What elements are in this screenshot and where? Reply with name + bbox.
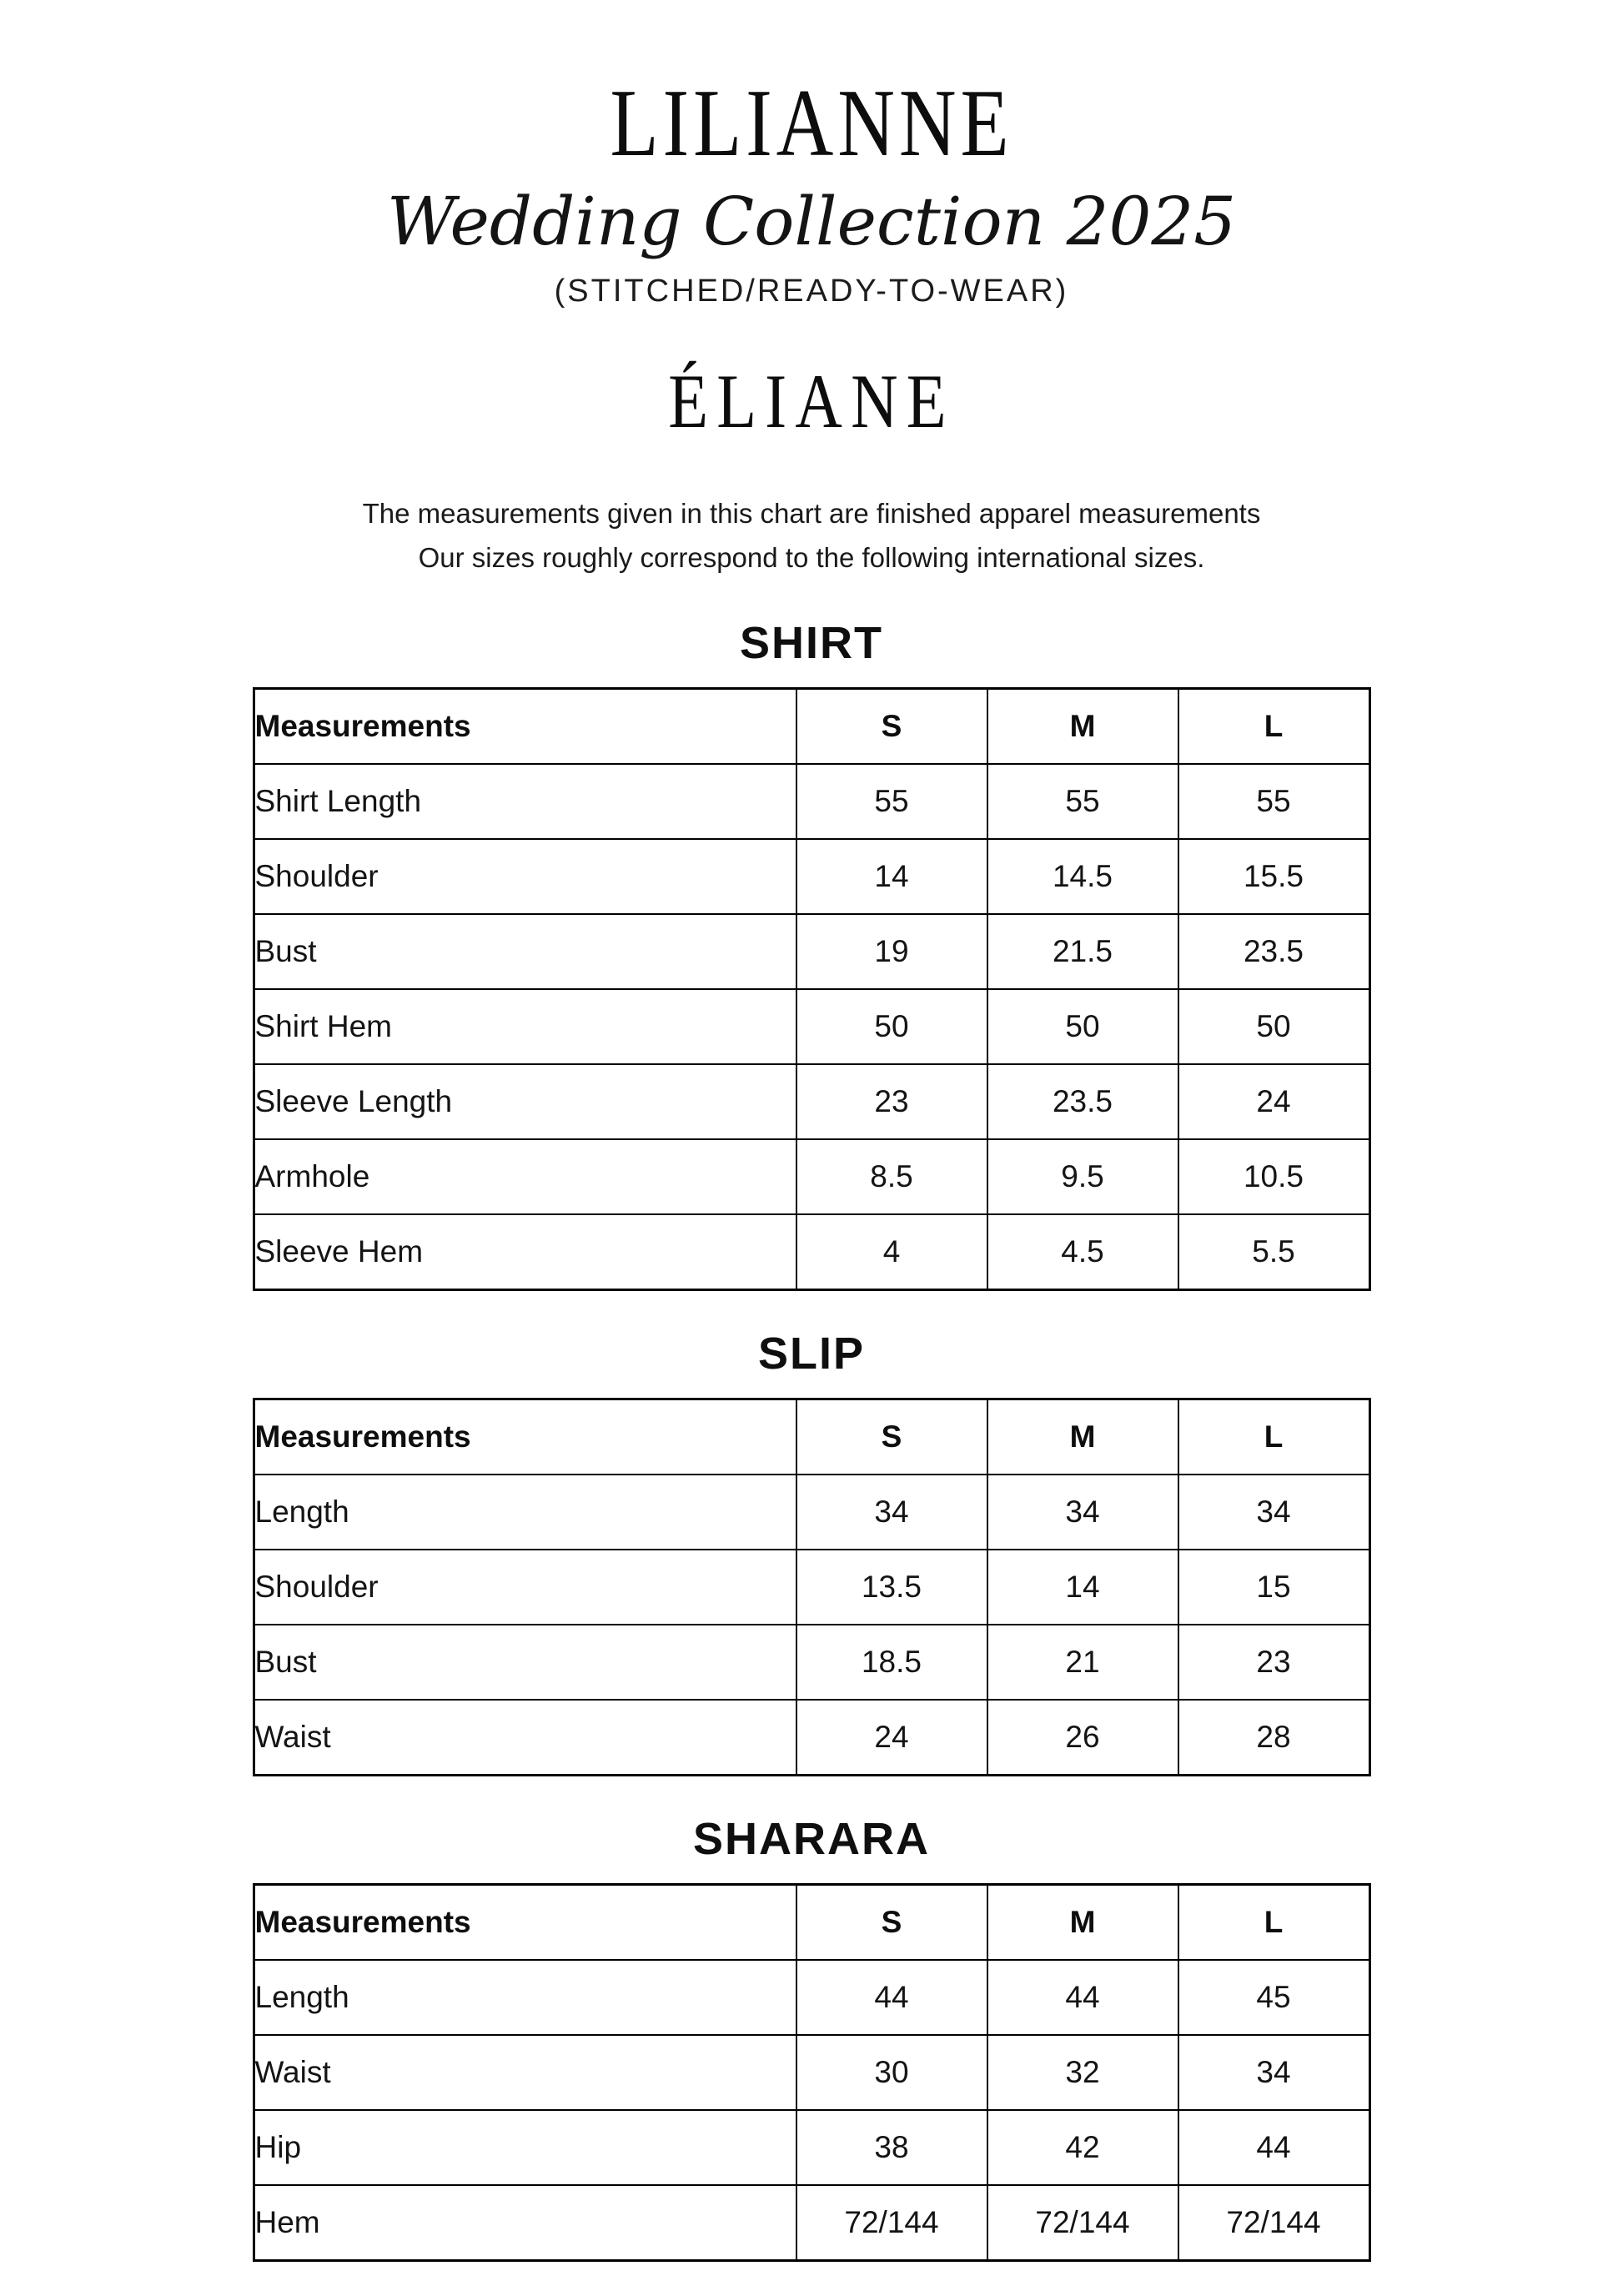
measurement-value-s: 19 [796, 914, 987, 989]
table-row [254, 1700, 1369, 1776]
measurement-value-m: 26 [987, 1700, 1178, 1776]
measurement-value-s: 44 [796, 1960, 987, 2035]
table-row [254, 989, 1369, 1064]
table-row [254, 1139, 1369, 1214]
measurement-value-l: 10.5 [1178, 1139, 1370, 1214]
intro-text [0, 492, 1623, 580]
table-row [254, 1625, 1369, 1700]
column-header-l: L [1178, 688, 1370, 764]
measurement-value-s: 8.5 [796, 1139, 987, 1214]
measurement-label: Bust [254, 1625, 796, 1700]
table-row [254, 2185, 1369, 2261]
table-row [254, 1064, 1369, 1139]
measurement-label: Waist [254, 1700, 796, 1776]
measurement-label: Sleeve Hem [254, 1214, 796, 1290]
measurement-value-m: 32 [987, 2035, 1178, 2110]
measurement-value-s: 30 [796, 2035, 987, 2110]
column-header-l: L [1178, 1884, 1370, 1960]
table-row [254, 914, 1369, 989]
measurement-label: Waist [254, 2035, 796, 2110]
measurement-value-m: 23.5 [987, 1064, 1178, 1139]
measurement-label: Armhole [254, 1139, 796, 1214]
table-row [254, 839, 1369, 914]
measurement-value-m: 21.5 [987, 914, 1178, 989]
table-row [254, 1214, 1369, 1290]
column-header-l: L [1178, 1399, 1370, 1475]
measurement-label: Shirt Hem [254, 989, 796, 1064]
measurement-value-s: 38 [796, 2110, 987, 2185]
measurement-label: Hem [254, 2185, 796, 2261]
column-header-s: S [796, 1884, 987, 1960]
intro-line-2: Our sizes roughly correspond to the following international sizes. [418, 541, 1205, 573]
slip-size-table [253, 1398, 1371, 1776]
measurement-value-s: 50 [796, 989, 987, 1064]
measurement-value-l: 28 [1178, 1700, 1370, 1776]
measurement-value-s: 18.5 [796, 1625, 987, 1700]
table-header-row [254, 1399, 1369, 1475]
stitched-note: (STITCHED/READY-TO-WEAR) [554, 273, 1069, 309]
table-header-row [254, 1884, 1369, 1960]
shirt-size-table [253, 687, 1371, 1291]
column-header-measurements: Measurements [254, 1399, 796, 1475]
measurement-value-s: 23 [796, 1064, 987, 1139]
measurement-value-l: 45 [1178, 1960, 1370, 2035]
measurement-label: Length [254, 1960, 796, 2035]
measurement-value-s: 72/144 [796, 2185, 987, 2261]
measurement-label: Length [254, 1475, 796, 1550]
measurement-value-l: 24 [1178, 1064, 1370, 1139]
measurement-value-s: 55 [796, 764, 987, 839]
intro-line-1: The measurements given in this chart are finished apparel measurements [362, 498, 1261, 530]
measurement-label: Sleeve Length [254, 1064, 796, 1139]
section-title-slip: SLIP [757, 1328, 866, 1379]
measurement-value-m: 72/144 [987, 2185, 1178, 2261]
measurement-value-l: 5.5 [1178, 1214, 1370, 1290]
measurement-value-m: 55 [987, 764, 1178, 839]
measurement-label: Bust [254, 914, 796, 989]
measurement-value-l: 23.5 [1178, 914, 1370, 989]
product-name: ÉLIANE [668, 358, 955, 444]
measurement-value-m: 21 [987, 1625, 1178, 1700]
column-header-measurements: Measurements [254, 1884, 796, 1960]
table-row [254, 2035, 1369, 2110]
measurement-value-l: 50 [1178, 989, 1370, 1064]
brand-logo: LILIANNE [610, 70, 1013, 177]
table-row [254, 1960, 1369, 2035]
measurement-value-m: 42 [987, 2110, 1178, 2185]
table-row [254, 1475, 1369, 1550]
measurement-value-l: 34 [1178, 2035, 1370, 2110]
measurement-value-l: 44 [1178, 2110, 1370, 2185]
measurement-value-m: 14 [987, 1550, 1178, 1625]
sharara-size-table [253, 1883, 1371, 2262]
measurement-value-l: 34 [1178, 1475, 1370, 1550]
column-header-m: M [987, 1884, 1178, 1960]
column-header-measurements: Measurements [254, 688, 796, 764]
section-title-sharara: SHARARA [693, 1813, 930, 1864]
table-row [254, 1550, 1369, 1625]
section-title-shirt: SHIRT [740, 617, 883, 668]
section-sharara [0, 1813, 1623, 2262]
measurement-label: Shoulder [254, 839, 796, 914]
measurement-value-m: 34 [987, 1475, 1178, 1550]
measurement-label: Hip [254, 2110, 796, 2185]
table-row [254, 2110, 1369, 2185]
measurement-value-l: 55 [1178, 764, 1370, 839]
table-header-row [254, 688, 1369, 764]
table-row [254, 764, 1369, 839]
measurement-value-m: 4.5 [987, 1214, 1178, 1290]
measurement-value-l: 72/144 [1178, 2185, 1370, 2261]
measurement-value-s: 13.5 [796, 1550, 987, 1625]
measurement-label: Shirt Length [254, 764, 796, 839]
measurement-value-m: 50 [987, 989, 1178, 1064]
measurement-value-s: 14 [796, 839, 987, 914]
section-shirt [0, 617, 1623, 1291]
column-header-m: M [987, 688, 1178, 764]
section-slip [0, 1328, 1623, 1776]
measurement-value-m: 44 [987, 1960, 1178, 2035]
measurement-label: Shoulder [254, 1550, 796, 1625]
column-header-s: S [796, 1399, 987, 1475]
measurement-value-s: 24 [796, 1700, 987, 1776]
collection-title: Wedding Collection 2025 [386, 182, 1237, 260]
measurement-value-l: 23 [1178, 1625, 1370, 1700]
measurement-value-m: 9.5 [987, 1139, 1178, 1214]
measurement-value-m: 14.5 [987, 839, 1178, 914]
measurement-value-s: 4 [796, 1214, 987, 1290]
measurement-value-s: 34 [796, 1475, 987, 1550]
measurement-value-l: 15 [1178, 1550, 1370, 1625]
measurement-value-l: 15.5 [1178, 839, 1370, 914]
page-header [0, 0, 1623, 580]
column-header-s: S [796, 688, 987, 764]
column-header-m: M [987, 1399, 1178, 1475]
